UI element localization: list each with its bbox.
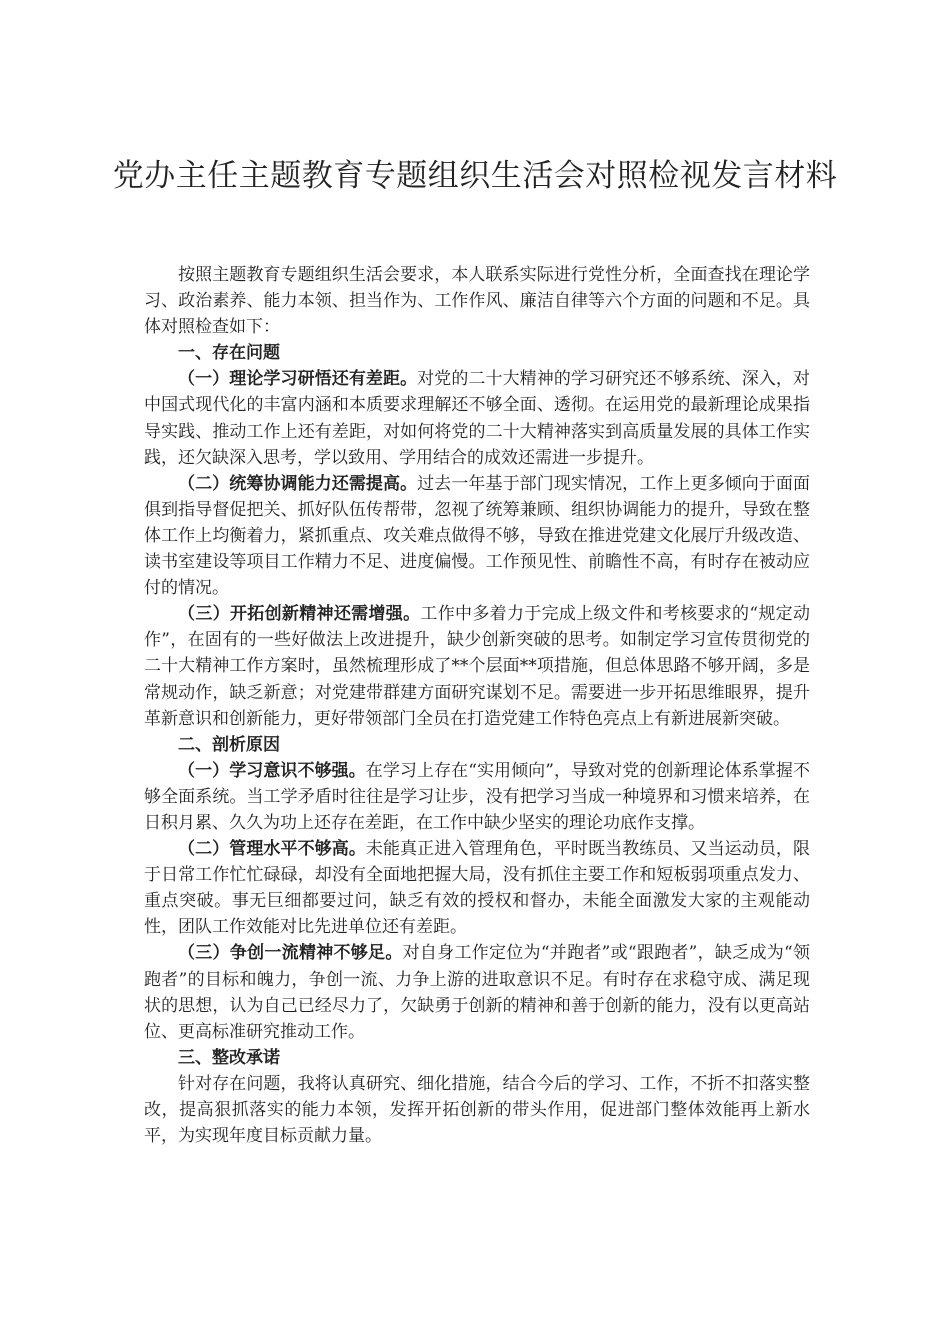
paragraph-lead: （三）争创一流精神不够足。: [178, 943, 403, 964]
paragraph-text: 在学习上存在“实用倾向”，导致对党的创新理论体系掌握不够全面系统。当工学矛盾时往往是学习让步，没有把学习当成一种境界和习惯来培养，在日积月累、久久为功上还存在差距，在工作中缺少坚实的理论功底作支撑。: [144, 760, 810, 833]
paragraph-lead: （二）统筹协调能力还需提高。: [178, 473, 418, 494]
section-heading-commitment: 三、整改承诺: [178, 1047, 280, 1068]
problem-paragraph-1: [144, 366, 810, 470]
cause-paragraph-1: [144, 758, 810, 836]
paragraph-lead: （三）开拓创新精神还需增强。: [178, 604, 421, 625]
paragraph-lead: （一）学习意识不够强。: [178, 760, 366, 781]
paragraph-text: 过去一年基于部门现实情况，工作上更多倾向于面面俱到指导督促把关、抓好队伍传帮带，忽视了统筹兼顾、组织协调能力的提升，导致在整体工作上均衡着力，紧抓重点、攻关难点做得不够，导致在推进党建文化展厅升级改造、读书室建设等项目工作精力不足、进度偏慢。工作预见性、前瞻性不高，有时存在被动应付的情况。: [144, 473, 811, 599]
paragraph-text: 针对存在问题，我将认真研究、细化措施，结合今后的学习、工作，不折不扣落实整改，提高狠抓落实的能力本领，发挥开拓创新的带头作用，促进部门整体效能再上新水平，为实现年度目标贡献力量。: [144, 1073, 810, 1147]
section-heading-causes: 二、剖析原因: [178, 734, 280, 755]
problem-paragraph-2: [144, 471, 810, 601]
intro-paragraph: 按照主题教育专题组织生活会要求，本人联系实际进行党性分析，全面查找在理论学习、政治素养、能力本领、担当作为、工作作风、廉洁自律等六个方面的问题和不足。具体对照检查如下：: [144, 265, 810, 338]
cause-paragraph-3: [144, 940, 810, 1044]
paragraph-text: 对自身工作定位为“并跑者”或“跟跑者”，缺乏成为“领跑者”的目标和魄力，争创一流、力争上游的进取意识不足。有时存在求稳守成、满足现状的思想，认为自己已经尽力了，欠缺勇于创新的精神和善于创新的能力，没有以更高站位、更高标准研究推动工作。: [144, 943, 810, 1042]
document-body: [144, 262, 810, 1149]
paragraph-text: 未能真正进入管理角色，平时既当教练员、又当运动员，限于日常工作忙忙碌碌，却没有全面地把握大局，没有抓住主要工作和短板弱项重点发力、重点突破。事无巨细都要过问，缺乏有效的授权和督办，未能全面激发大家的主观能动性，团队工作效能对比先进单位还有差距。: [144, 839, 811, 938]
paragraph-lead: （二）管理水平不够高。: [178, 839, 366, 860]
paragraph-text: 工作中多着力于完成上级文件和考核要求的“规定动作”，在固有的一些好做法上改进提升，缺少创新突破的思考。如制定学习宣传贯彻党的二十大精神工作方案时，虽然梳理形成了**个层面**项措施，但总体思路不够开阔，多是常规动作，缺乏新意；对党建带群建方面研究谋划不足。需要进一步开拓思维眼界，提升革新意识和创新能力，更好带领部门全员在打造党建工作特色亮点上有新进展新突破。: [144, 604, 810, 729]
paragraph-lead: （一）理论学习研悟还有差距。: [178, 369, 418, 390]
document-title: 党办主任主题教育专题组织生活会对照检视发言材料: [112, 158, 838, 194]
problem-paragraph-3: [144, 601, 810, 731]
cause-paragraph-2: [144, 836, 810, 940]
paragraph-text: 对党的二十大精神的学习研究还不够系统、深入，对中国式现代化的丰富内涵和本质要求理解还不够全面、透彻。在运用党的最新理论成果指导实践、推动工作上还有差距，对如何将党的二十大精神落实到高质量发展的具体工作实践，还欠缺深入思考，学以致用、学用结合的成效还需进一步提升。: [144, 369, 811, 468]
commitment-paragraph: [144, 1071, 810, 1149]
section-heading-problems: 一、存在问题: [178, 343, 280, 364]
